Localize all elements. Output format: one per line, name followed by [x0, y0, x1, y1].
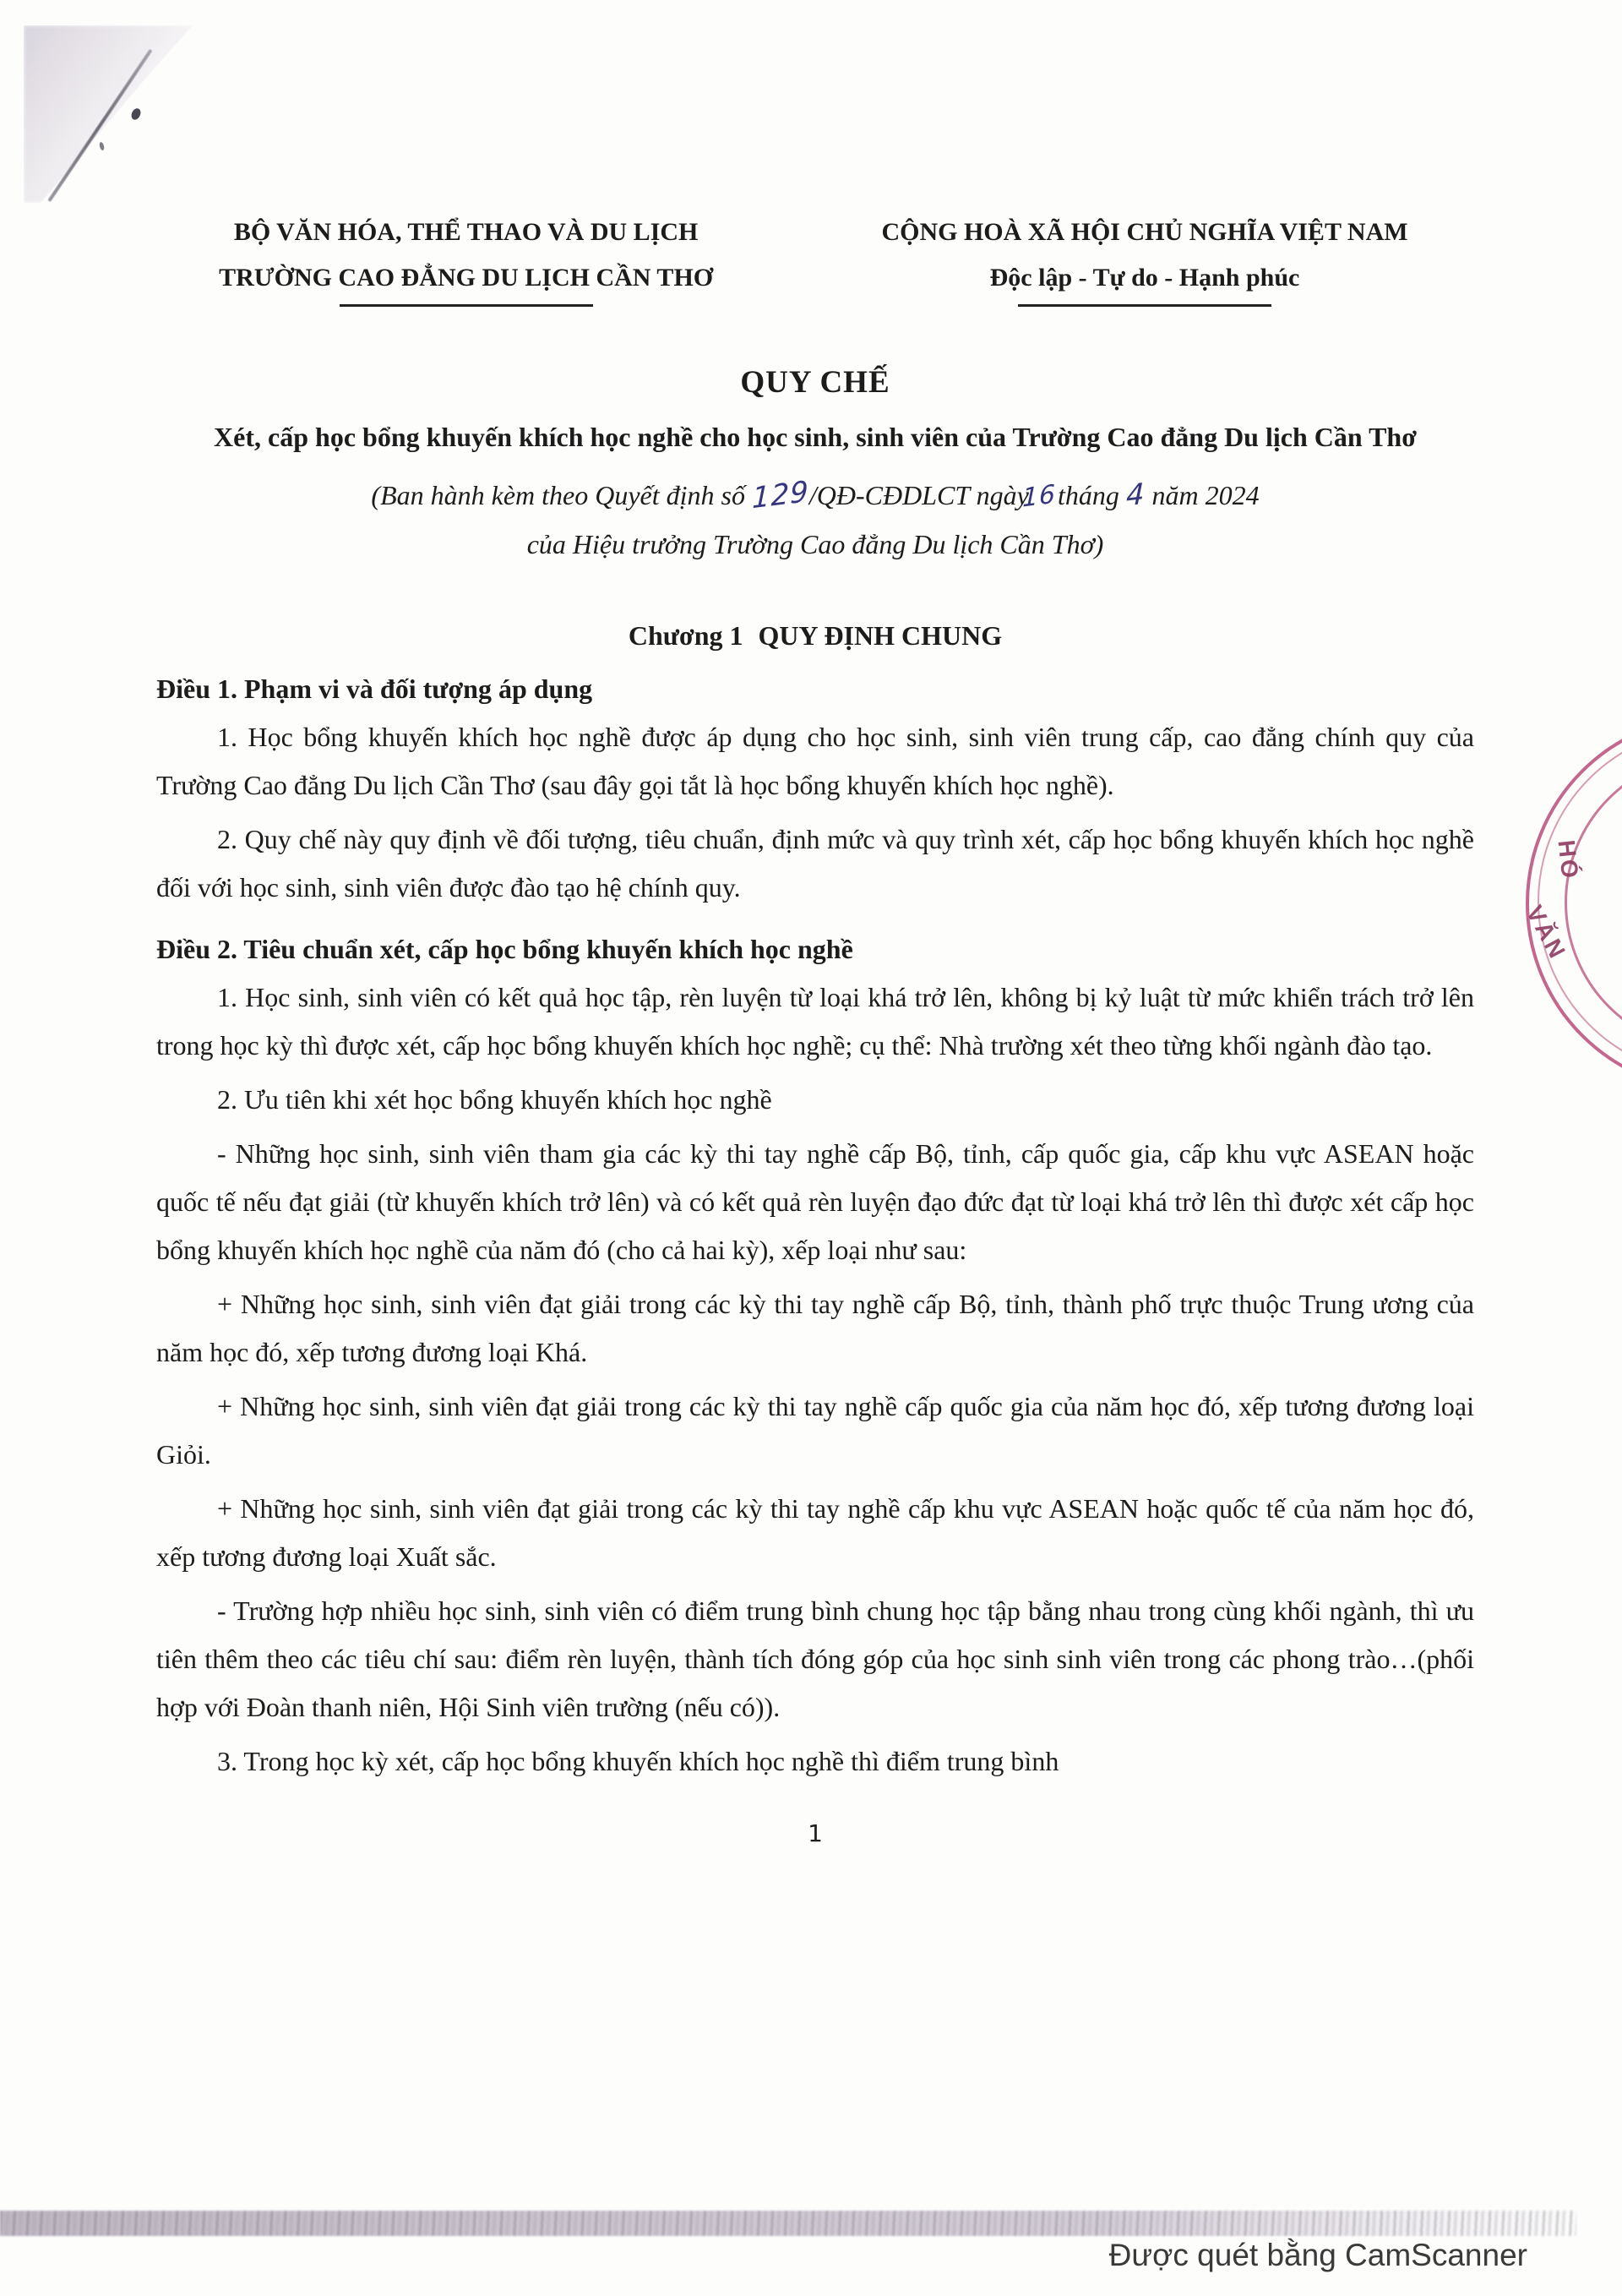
article-paragraph: 1. Học sinh, sinh viên có kết quả học tập, rèn luyện từ loại khá trở lên, không bị kỷ luật từ mức khiển trách trở lên trong học kỳ thì được xét, cấp học bổng khuyến khích học nghề; cụ thể: Nhà trường xét theo từng khối ngành đào tạo. — [156, 982, 1474, 1061]
issuance-text: /QĐ-CĐDLCT ngày — [808, 480, 1029, 510]
article-paragraph: 2. Ưu tiên khi xét học bổng khuyến khích học nghề — [217, 1084, 772, 1115]
article-paragraph: + Những học sinh, sinh viên đạt giải trong các kỳ thi tay nghề cấp quốc gia của năm học đó, xếp tương đương loại Giỏi. — [156, 1391, 1474, 1470]
stamp-text-fragment: VĂN — [1521, 901, 1572, 965]
handwritten-decision-number: 129 — [751, 474, 809, 516]
issuance-text: năm 2024 — [1145, 480, 1260, 510]
article-paragraph: + Những học sinh, sinh viên đạt giải trong các kỳ thi tay nghề cấp khu vực ASEAN hoặc quốc tế của năm học đó, xếp tương đương loại Xuất sắc. — [156, 1493, 1474, 1572]
scan-bottom-edge-band — [0, 2211, 1576, 2236]
article-paragraph: 2. Quy chế này quy định về đối tượng, tiêu chuẩn, định mức và quy trình xét, cấp học bổng khuyến khích học nghề đối với học sinh, sinh viên được đào tạo hệ chính quy. — [156, 824, 1474, 903]
handwritten-month: 4 — [1125, 477, 1146, 514]
article-paragraph: 1. Học bổng khuyến khích học nghề được áp dụng cho học sinh, sinh viên trung cấp, cao đẳng chính quy của Trường Cao đẳng Du lịch Cần Thơ (sau đây gọi tắt là học bổng khuyến khích học nghề). — [156, 722, 1474, 800]
national-header-block — [815, 210, 1474, 307]
issuing-agency-block — [156, 210, 776, 307]
handwritten-day: 16 — [1021, 479, 1057, 514]
article-1-heading: Điều 1. Phạm vi và đối tượng áp dụng — [156, 674, 593, 704]
document-header — [156, 210, 1474, 307]
document-title: QUY CHẾ — [740, 365, 890, 400]
stamp-text-fragment: HÓ — [1553, 838, 1584, 882]
header-left-underline — [340, 304, 593, 307]
header-right-underline — [1018, 304, 1271, 307]
chapter-title: QUY ĐỊNH CHUNG — [758, 620, 1003, 651]
chapter-heading — [156, 620, 1474, 652]
scan-speck — [130, 107, 143, 122]
issuance-text: tháng — [1057, 480, 1126, 510]
national-title: CỘNG HOÀ XÃ HỘI CHỦ NGHĨA VIỆT NAM — [881, 218, 1408, 246]
page-number: 1 — [808, 1819, 823, 1847]
issuance-line2: của Hiệu trưởng Trường Cao đẳng Du lịch Cần Thơ) — [526, 529, 1104, 559]
article-2-heading: Điều 2. Tiêu chuẩn xét, cấp học bổng khuyến khích học nghề — [156, 934, 853, 964]
issuance-note — [199, 472, 1432, 568]
issuing-school-name: TRƯỜNG CAO ĐẲNG DU LỊCH CẦN THƠ — [219, 264, 714, 292]
national-motto: Độc lập - Tự do - Hạnh phúc — [989, 264, 1300, 292]
article-paragraph: 3. Trong học kỳ xét, cấp học bổng khuyến khích học nghề thì điểm trung bình — [217, 1746, 1059, 1776]
article-paragraph: + Những học sinh, sinh viên đạt giải trong các kỳ thi tay nghề cấp Bộ, tỉnh, thành phố trực thuộc Trung ương của năm học đó, xếp tương đương loại Khá. — [156, 1289, 1474, 1367]
document-content — [156, 210, 1474, 1847]
scan-speck — [99, 142, 105, 151]
issuing-ministry-name: BỘ VĂN HÓA, THỂ THAO VÀ DU LỊCH — [233, 218, 699, 246]
chapter-label: Chương 1 — [628, 620, 743, 651]
article-paragraph: - Những học sinh, sinh viên tham gia các kỳ thi tay nghề cấp Bộ, tỉnh, cấp quốc gia, cấp khu vực ASEAN hoặc quốc tế nếu đạt giải (từ khuyến khích trở lên) và có kết quả rèn luyện đạo đức đạt từ loại khá trở lên thì được xét cấp học bổng khuyến khích học nghề của năm đó (cho cả hai kỳ), xếp loại như sau: — [156, 1138, 1474, 1265]
issuance-text: (Ban hành kèm theo Quyết định số — [371, 480, 752, 510]
camscanner-watermark: Được quét bằng CamScanner — [1108, 2238, 1527, 2272]
document-subtitle: Xét, cấp học bổng khuyến khích học nghề cho học sinh, sinh viên của Trường Cao đẳng Du lịch Cần Thơ — [214, 422, 1417, 452]
article-paragraph: - Trường hợp nhiều học sinh, sinh viên có điểm trung bình chung học tập bằng nhau trong cùng khối ngành, thì ưu tiên thêm theo các tiêu chí sau: điểm rèn luyện, thành tích đóng góp của học sinh sinh viên trong các phong trào…(phối hợp với Đoàn thanh niên, Hội Sinh viên trường (nếu có)). — [156, 1595, 1474, 1722]
